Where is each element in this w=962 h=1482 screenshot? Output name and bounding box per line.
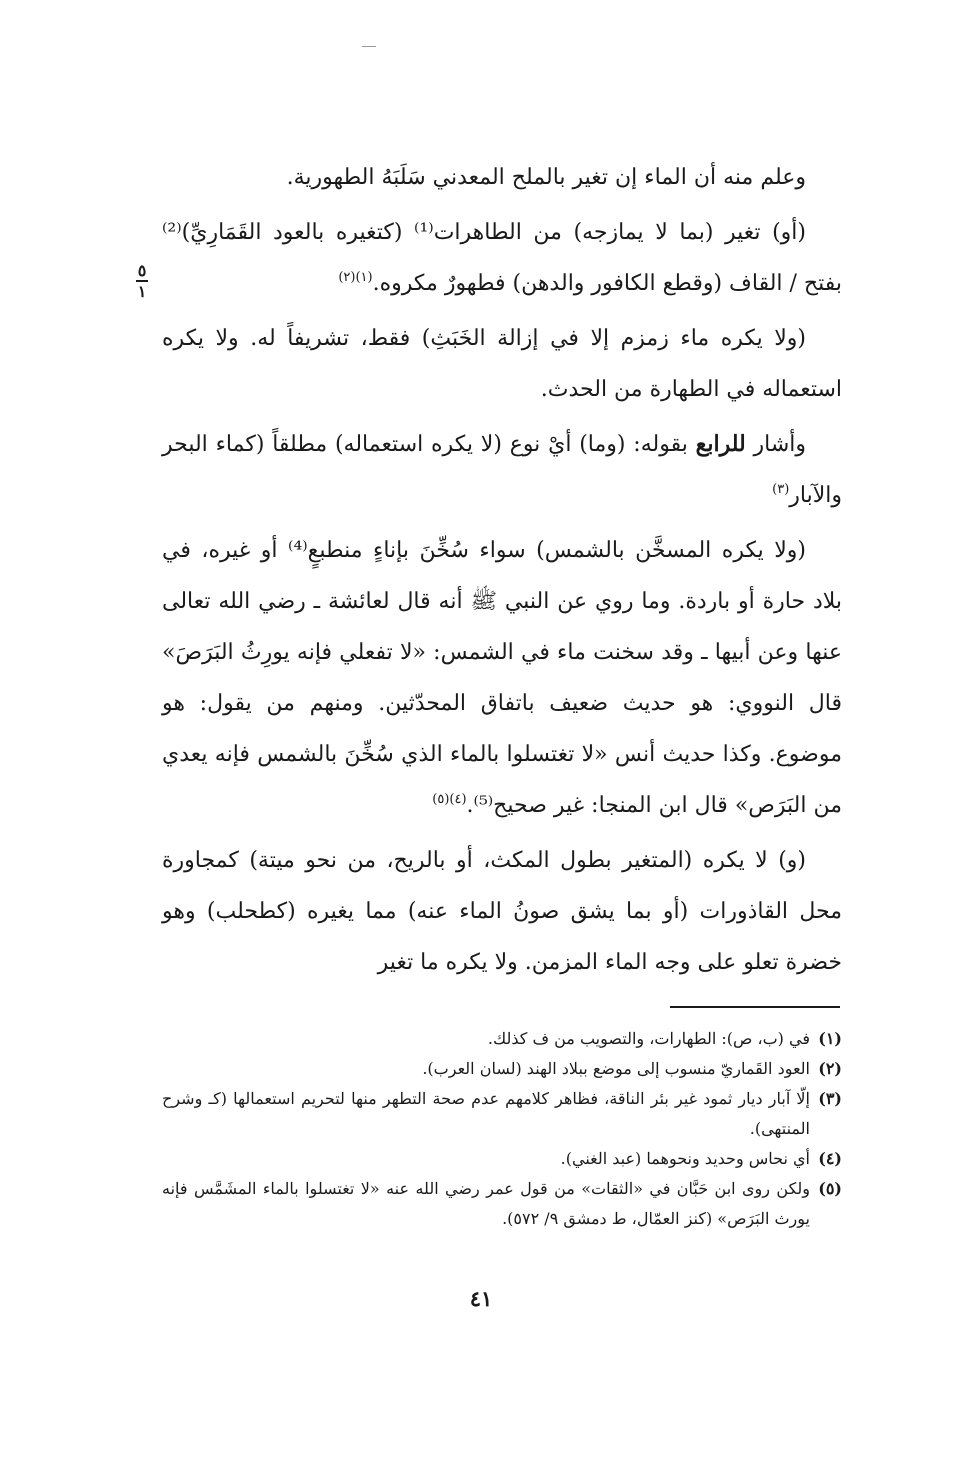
- footnote-4: [162, 1144, 842, 1174]
- footnote-ref-1: (١): [355, 270, 373, 285]
- footnote-ref-2: (٢): [338, 270, 356, 285]
- footnote-text: أي نحاس وحديد ونحوهما (عبد الغني).: [560, 1149, 810, 1168]
- p5-seg-1: (ولا يكره المسخَّن بالشمس) سواء سُخِّنَ بإناءٍ منطبعٍ⁽⁴⁾ أو غيره، في بلاد حارة أو باردة. وما روي عن النبي ﷺ أنه قال لعائشة ـ رضي الله تعالى عنها وعن أبيها ـ وقد سخنت ماء في الشمس: «لا تفعلي فإنه يورِثُ البَرَصَ» قال النووي: هو حديث ضعيف باتفاق المحدّثين. ومنهم من يقول: هو موضوع. وكذا حديث أنس «لا تغتسلوا بالماء الذي سُخِّنَ بالشمس فإنه يعدي من البَرَص» قال ابن المنجا: غير صحيح⁽⁵⁾.: [162, 538, 842, 818]
- margin-folio-note: [132, 262, 152, 300]
- main-text: [162, 152, 842, 992]
- footnote-2: [162, 1054, 842, 1084]
- footnote-number: (٥): [818, 1179, 842, 1198]
- footnote-text: إلّا آبار ديار ثمود غير بئر الناقة، فظاهر كلامهم عدم صحة التطهر منها لتحريم استعمالها (كـ وشرح المنتهى).: [162, 1089, 810, 1138]
- p4-seg-1: وأشار: [745, 432, 806, 457]
- page-number: ٤١: [469, 1286, 493, 1311]
- margin-note-top: ٥: [137, 261, 147, 280]
- footnote-number: (١): [818, 1029, 842, 1048]
- footnote-text: العود القَماريّ منسوب إلى موضع ببلاد الهند (لسان العرب).: [422, 1059, 810, 1078]
- p4-seg-2: بقوله: (وما) أيْ نوع (لا يكره استعماله) مطلقاً (كماء البحر والآبار: [162, 432, 842, 508]
- footnote-1: [162, 1024, 842, 1054]
- paragraph-6: (و) لا يكره (المتغير بطول المكث، أو بالريح، من نحو ميتة) كمجاورة محل القاذورات (أو بما يشق صونُ الماء عنه) مما يغيره (كطحلب) وهو خضرة تعلو على وجه الماء المزمن. ولا يكره ما تغير: [162, 848, 842, 975]
- p2-seg-1: (أو) تغير (بما لا يمازجه) من الطاهرات⁽¹⁾ (كتغيره بالعود القَمَارِيِّ)⁽²⁾ بفتح / القاف (وقطع الكافور والدهن) فطهورٌ مكروه.: [162, 220, 842, 296]
- p4-bold-word: للرابع: [695, 431, 746, 457]
- footnote-text: في (ب، ص): الطهارات، والتصويب من ف كذلك.: [487, 1029, 810, 1048]
- paragraph-4: [162, 419, 842, 521]
- footnote-ref-4: (٤): [449, 792, 467, 807]
- footnote-separator: [670, 1006, 840, 1008]
- margin-note-bottom: ١: [137, 281, 147, 301]
- top-tick-mark: [362, 46, 376, 47]
- footnotes: [162, 1024, 842, 1234]
- paragraph-3: (ولا يكره ماء زمزم إلا في إزالة الخَبَثِ) فقط، تشريفاً له. ولا يكره استعماله في الطهارة من الحدث.: [162, 326, 842, 402]
- footnote-number: (٢): [818, 1059, 842, 1078]
- footnote-number: (٣): [818, 1089, 842, 1108]
- footnote-3: [162, 1084, 842, 1144]
- footnote-5: [162, 1174, 842, 1234]
- paragraph-2: [162, 207, 842, 309]
- footnote-ref-3: (٣): [772, 482, 790, 497]
- paragraph-1: وعلم منه أن الماء إن تغير بالملح المعدني سَلَبَهُ الطهورية.: [286, 165, 806, 190]
- footnote-ref-5: (٥): [432, 792, 450, 807]
- footnote-text: ولكن روى ابن حَبَّان في «الثقات» من قول عمر رضي الله عنه «لا تغتسلوا بالماء المشَمَّس فإنه يورث البَرَص» (كنز العمّال، ط دمشق ٩/ ٥٧٢).: [162, 1179, 810, 1228]
- paragraph-5: [162, 525, 842, 831]
- footnote-number: (٤): [818, 1149, 842, 1168]
